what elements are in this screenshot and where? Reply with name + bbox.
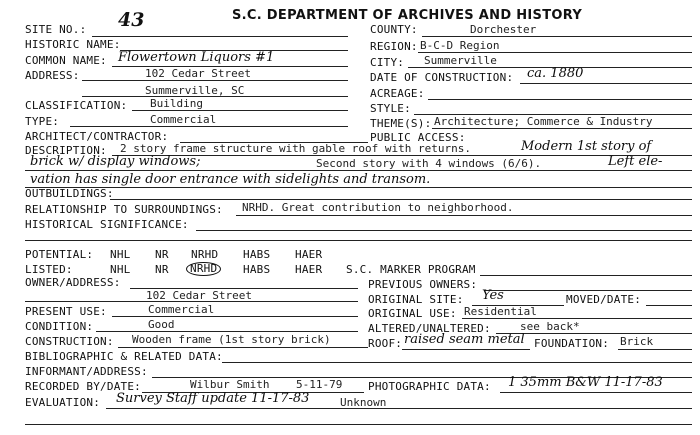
foundation-label: FOUNDATION: [534,337,610,350]
form-title: S.C. DEPARTMENT OF ARCHIVES AND HISTORY [232,8,583,23]
foundation-value: Brick [620,335,654,348]
roof-label: ROOF: [368,337,403,350]
listed-nrhd-circled: NRHD [186,262,221,276]
previous-owners-label: PREVIOUS OWNERS: [368,278,478,291]
historical-significance-label: HISTORICAL SIGNIFICANCE: [25,218,189,231]
photographic-label: PHOTOGRAPHIC DATA: [368,380,491,393]
roof-value: raised seam metal [404,332,525,347]
relationship-label: RELATIONSHIP TO SURROUNDINGS: [25,203,223,216]
classification-value: Building [150,97,203,110]
description-line2c: Left ele- [608,154,663,169]
address-label: ADDRESS: [25,69,80,82]
description-line1a: 2 story frame structure with gable roof with returns. [120,142,471,155]
type-value: Commercial [150,113,217,126]
condition-value: Good [148,318,175,331]
relationship-value: NRHD. Great contribution to neighborhood. [242,201,514,214]
owner-address-label: OWNER/ADDRESS: [25,276,121,289]
potential-habs: HABS [243,248,271,261]
address-line1: 102 Cedar Street [145,67,251,80]
listed-nhl: NHL [110,263,131,276]
classification-label: CLASSIFICATION: [25,99,128,112]
owner-address-value: 102 Cedar Street [146,289,252,302]
description-label: DESCRIPTION: [25,144,107,157]
potential-nrhd: NRHD [191,248,219,261]
original-site-value: Yes [482,288,504,303]
construction-label: CONSTRUCTION: [25,335,114,348]
moved-date-label: MOVED/DATE: [566,293,642,306]
date-construction-value: ca. 1880 [527,66,584,81]
outbuildings-label: OUTBUILDINGS: [25,187,114,200]
potential-nr: NR [155,248,169,261]
site-no-label: SITE NO.: [25,23,87,36]
evaluation-typed: Unknown [340,396,387,409]
recorded-name: Wilbur Smith [190,378,270,391]
original-use-label: ORIGINAL USE: [368,307,457,320]
listed-habs: HABS [243,263,271,276]
city-label: CITY: [370,56,405,69]
altered-value: see back* [520,320,580,333]
common-name-label: COMMON NAME: [25,54,107,67]
architect-label: ARCHITECT/CONTRACTOR: [25,130,169,143]
bibliographic-label: BIBLIOGRAPHIC & RELATED DATA: [25,350,223,363]
county-label: COUNTY: [370,23,418,36]
address-line2: Summerville, SC [145,84,245,97]
description-line3: vation has single door entrance with sidelights and transom. [30,172,431,187]
evaluation-handwritten: Survey Staff update 11-17-83 [116,391,310,406]
city-value: Summerville [424,54,497,67]
themes-label: THEME(S): [370,117,432,130]
common-name-value: Flowertown Liquors #1 [118,50,275,65]
recorded-label: RECORDED BY/DATE: [25,380,141,393]
original-site-label: ORIGINAL SITE: [368,293,464,306]
public-access-label: PUBLIC ACCESS: [370,131,466,144]
construction-value: Wooden frame (1st story brick) [132,333,331,346]
condition-label: CONDITION: [25,320,94,333]
themes-value: Architecture; Commerce & Industry [434,115,653,128]
listed-label: LISTED: [25,263,73,276]
type-label: TYPE: [25,115,60,128]
present-use-value: Commercial [148,303,215,316]
altered-unaltered-label: ALTERED/UNALTERED: [368,322,491,335]
date-construction-label: DATE OF CONSTRUCTION: [370,71,514,84]
potential-label: POTENTIAL: [25,248,94,261]
potential-haer: HAER [295,248,323,261]
region-value: B-C-D Region [420,39,500,52]
county-value: Dorchester [470,23,537,36]
listed-nr: NR [155,263,169,276]
description-line2a: brick w/ display windows; [30,154,201,169]
potential-nhl: NHL [110,248,131,261]
marker-program-label: S.C. MARKER PROGRAM [346,263,476,276]
description-line1b: Modern 1st story of [521,139,652,154]
listed-haer: HAER [295,263,323,276]
description-line2b: Second story with 4 windows (6/6). [316,157,542,170]
historic-name-label: HISTORIC NAME: [25,38,121,51]
region-label: REGION: [370,40,418,53]
evaluation-label: EVALUATION: [25,396,101,409]
style-label: STYLE: [370,102,411,115]
recorded-date: 5-11-79 [296,378,343,391]
original-use-value: Residential [464,305,537,318]
site-no-value: 43 [118,9,145,31]
acreage-label: ACREAGE: [370,87,425,100]
photographic-value: 1 35mm B&W 11-17-83 [508,375,663,390]
informant-label: INFORMANT/ADDRESS: [25,365,148,378]
present-use-label: PRESENT USE: [25,305,107,318]
